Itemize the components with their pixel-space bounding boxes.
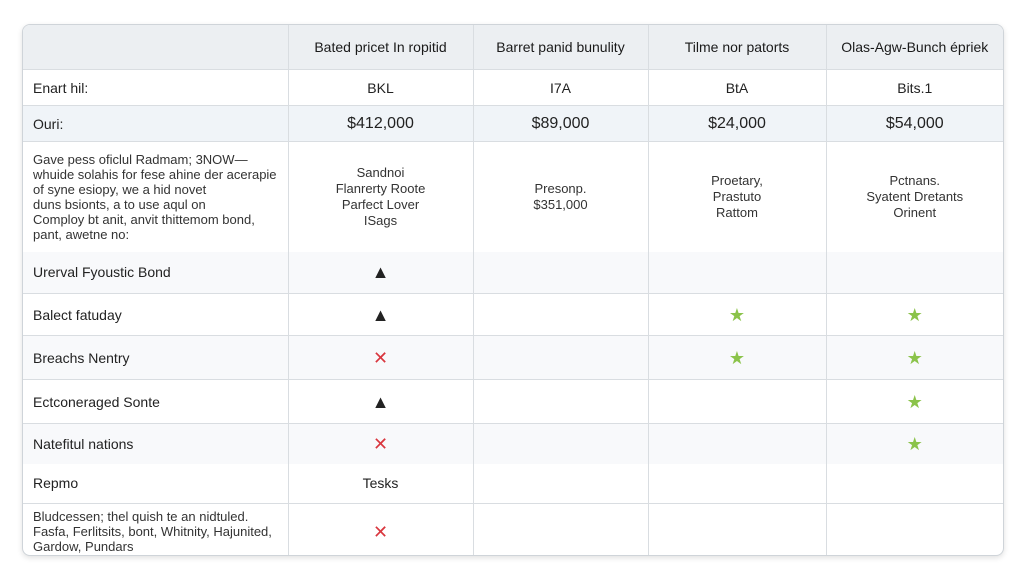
price-value: $412,000 — [288, 106, 473, 142]
feature-label: Natefitul nations — [23, 424, 288, 464]
description-line: whuide solahis for fese ahine der acerapie — [33, 166, 277, 182]
feature-cell — [288, 336, 473, 380]
cell-empty — [473, 504, 648, 557]
table-row-last — [23, 504, 1003, 557]
star-icon: ★ — [906, 391, 923, 412]
cell-value: I7A — [473, 70, 648, 106]
description-line: Parfect Lover — [341, 196, 420, 212]
description-line: Proetary, — [711, 172, 763, 188]
warning-icon: ▲ — [371, 391, 390, 412]
x-icon: ✕ — [372, 433, 389, 454]
feature-cell — [473, 380, 648, 424]
feature-cell — [288, 380, 473, 424]
description-col-3 — [648, 142, 826, 252]
feature-cell — [288, 252, 473, 294]
feature-cell — [288, 424, 473, 464]
warning-icon: ▲ — [371, 304, 390, 325]
description-line: Pctnans. — [889, 172, 941, 188]
feature-cell — [826, 336, 1003, 380]
star-icon: ★ — [906, 433, 923, 454]
feature-label: Breachs Nentry — [23, 336, 288, 380]
description-line: $351,000 — [533, 196, 588, 212]
x-icon: ✕ — [372, 521, 389, 542]
header-corner — [23, 25, 288, 70]
description-line: Comploy bt anit, anvit thittemom bond, — [33, 211, 255, 227]
star-icon: ★ — [728, 347, 746, 368]
last-row-label — [23, 504, 288, 557]
description-col-2 — [473, 142, 648, 252]
star-icon: ★ — [906, 347, 923, 368]
cell-empty — [473, 464, 648, 504]
table-row-price — [23, 106, 1003, 142]
description-line: Orinent — [893, 204, 937, 220]
cell-value: BtA — [648, 70, 826, 106]
feature-label: Urerval Fyoustic Bond — [23, 252, 288, 294]
description-line: Prastuto — [712, 188, 762, 204]
price-value: $89,000 — [473, 106, 648, 142]
description-line: Sandnoi — [356, 164, 405, 180]
cell-value: Tesks — [288, 464, 473, 504]
row-label-enart: Enart hil: — [23, 70, 288, 106]
feature-label: Balect fatuday — [23, 294, 288, 336]
table-row — [23, 70, 1003, 106]
table-row-feature — [23, 252, 1003, 294]
feature-label: Ectconeraged Sonte — [23, 380, 288, 424]
feature-cell — [826, 252, 1003, 294]
table-row-repmo — [23, 464, 1003, 504]
last-row-line: Fasfa, Ferlitsits, bont, Whitnity, Hajunited, — [33, 524, 272, 540]
header-col-4[interactable]: Olas-Agw-Bunch épriek — [826, 25, 1003, 70]
feature-cell — [648, 424, 826, 464]
cell-value: Bits.1 — [826, 70, 1003, 106]
table-row-feature — [23, 424, 1003, 464]
feature-cell — [473, 336, 648, 380]
cell-empty — [826, 504, 1003, 557]
description-line: Flanrerty Roote — [335, 180, 426, 196]
description-col-1 — [288, 142, 473, 252]
star-icon: ★ — [728, 304, 746, 325]
table-row-feature — [23, 294, 1003, 336]
feature-cell — [648, 336, 826, 380]
row-label-price: Ouri: — [23, 106, 288, 142]
table-row-description — [23, 142, 1003, 252]
description-line: Syatent Dretants — [866, 188, 964, 204]
description-line: of syne esiopy, we a hid novet — [33, 181, 207, 197]
description-cell — [23, 142, 288, 252]
header-row — [23, 25, 1003, 70]
cell-empty — [648, 464, 826, 504]
feature-cell — [826, 380, 1003, 424]
feature-cell — [648, 380, 826, 424]
feature-cell — [826, 294, 1003, 336]
price-value: $24,000 — [648, 106, 826, 142]
warning-icon: ▲ — [371, 262, 390, 283]
star-icon: ★ — [906, 304, 923, 325]
feature-cell — [473, 294, 648, 336]
header-col-3[interactable]: Tilme nor patorts — [648, 25, 826, 70]
description-line: ISags — [363, 212, 398, 228]
description-col-4 — [826, 142, 1003, 252]
feature-cell — [648, 252, 826, 294]
description-line: Presonp. — [534, 180, 587, 196]
comparison-card — [22, 24, 1004, 556]
feature-cell — [826, 424, 1003, 464]
last-row-status — [288, 504, 473, 557]
comparison-table — [23, 25, 1003, 556]
cell-empty — [826, 464, 1003, 504]
row-label-repmo: Repmo — [23, 464, 288, 504]
description-line: Gave pess oficlul Radmam; 3NOW— — [33, 151, 248, 167]
description-line: Rattom — [716, 204, 758, 220]
cell-empty — [648, 504, 826, 557]
description-line: duns bsionts, a to use aqul on — [33, 196, 206, 212]
feature-cell — [473, 424, 648, 464]
feature-cell — [648, 294, 826, 336]
x-icon: ✕ — [372, 347, 389, 368]
header-col-1[interactable]: Bated pricet In ropitid — [288, 25, 473, 70]
table-row-feature — [23, 380, 1003, 424]
table-row-feature — [23, 336, 1003, 380]
last-row-line: Bludcessen; thel quish te an nidtuled. — [33, 509, 249, 525]
feature-cell — [473, 252, 648, 294]
price-value: $54,000 — [826, 106, 1003, 142]
header-col-2[interactable]: Barret panid bunulity — [473, 25, 648, 70]
feature-cell — [288, 294, 473, 336]
last-row-line: Gardow, Pundars — [33, 539, 134, 555]
description-line: pant, awetne no: — [33, 226, 130, 242]
cell-value: BKL — [288, 70, 473, 106]
